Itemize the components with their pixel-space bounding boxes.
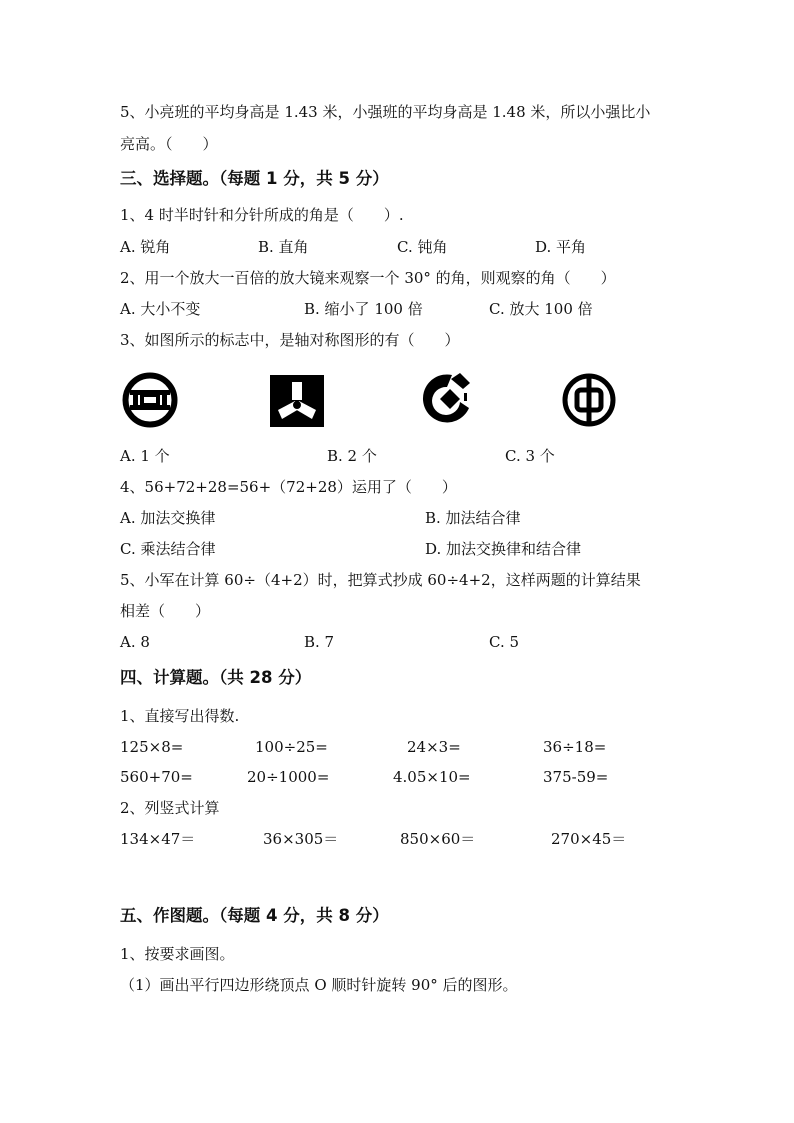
calc-question-1-stem: 1、直接写出得数. (120, 707, 240, 725)
mc-q3-option-c: C. 3 个 (505, 447, 555, 465)
vertical-calc-item: 850×60＝ (400, 830, 476, 848)
mc-question-5-stem-line1: 5、小军在计算 60÷（4+2）时，把算式抄成 60÷4+2，这样两题的计算结果 (120, 571, 641, 589)
mc-question-4-stem: 4、56+72+28=56+（72+28）运用了（ ） (120, 478, 457, 496)
mc-q4-option-a: A. 加法交换律 (120, 509, 216, 527)
icbc-logo-icon (120, 372, 180, 428)
ccb-logo-icon (418, 371, 474, 427)
calc-item: 560+70= (120, 768, 193, 786)
section-3-heading: 三、选择题。（每题 1 分，共 5 分） (120, 169, 389, 188)
calc-item: 36÷18= (543, 738, 607, 756)
mc-q1-option-b: B. 直角 (258, 238, 309, 256)
mc-question-2-stem: 2、用一个放大一百倍的放大镜来观察一个 30° 的角，则观察的角（ ） (120, 269, 616, 287)
calc-item: 4.05×10= (393, 768, 471, 786)
calc-item: 24×3= (407, 738, 461, 756)
section-5-heading: 五、作图题。（每题 4 分，共 8 分） (120, 906, 389, 925)
mc-q1-option-a: A. 锐角 (120, 238, 171, 256)
mc-question-1-stem: 1、4 时半时针和分针所成的角是（ ）. (120, 206, 404, 224)
calc-item: 125×8= (120, 738, 184, 756)
mc-q5-option-b: B. 7 (304, 633, 335, 651)
calc-item: 100÷25= (255, 738, 328, 756)
construction-bank-style-logo-icon (270, 375, 324, 427)
draw-question-1-stem: 1、按要求画图。 (120, 945, 235, 963)
calc-question-2-stem: 2、列竖式计算 (120, 799, 220, 817)
vertical-calc-item: 36×305＝ (263, 830, 339, 848)
tf-question-5-line1: 5、小亮班的平均身高是 1.43 米，小强班的平均身高是 1.48 米，所以小强比小 (120, 103, 651, 121)
mc-q5-option-a: A. 8 (120, 633, 150, 651)
mc-q5-option-c: C. 5 (489, 633, 520, 651)
mc-q3-option-a: A. 1 个 (120, 447, 170, 465)
mc-question-5-stem-line2: 相差（ ） (120, 602, 211, 620)
calc-item: 375-59= (543, 768, 609, 786)
bank-of-china-logo-icon (561, 372, 617, 428)
mc-q2-option-c: C. 放大 100 倍 (489, 300, 593, 318)
mc-question-3-stem: 3、如图所示的标志中，是轴对称图形的有（ ） (120, 331, 460, 349)
vertical-calc-item: 134×47＝ (120, 830, 196, 848)
mc-q2-option-a: A. 大小不变 (120, 300, 201, 318)
section-4-heading: 四、计算题。（共 28 分） (120, 668, 312, 687)
mc-q4-option-d: D. 加法交换律和结合律 (425, 540, 582, 558)
mc-q1-option-d: D. 平角 (535, 238, 587, 256)
vertical-calc-item: 270×45＝ (551, 830, 627, 848)
mc-q3-option-b: B. 2 个 (327, 447, 377, 465)
mc-q2-option-b: B. 缩小了 100 倍 (304, 300, 423, 318)
mc-q4-option-c: C. 乘法结合律 (120, 540, 216, 558)
calc-item: 20÷1000= (247, 768, 330, 786)
mc-q4-option-b: B. 加法结合律 (425, 509, 521, 527)
tf-question-5-line2: 亮高。（ ） (120, 135, 218, 153)
mc-q1-option-c: C. 钝角 (397, 238, 448, 256)
draw-question-1-sub1: （1）画出平行四边形绕顶点 O 顺时针旋转 90° 后的图形。 (120, 976, 518, 994)
